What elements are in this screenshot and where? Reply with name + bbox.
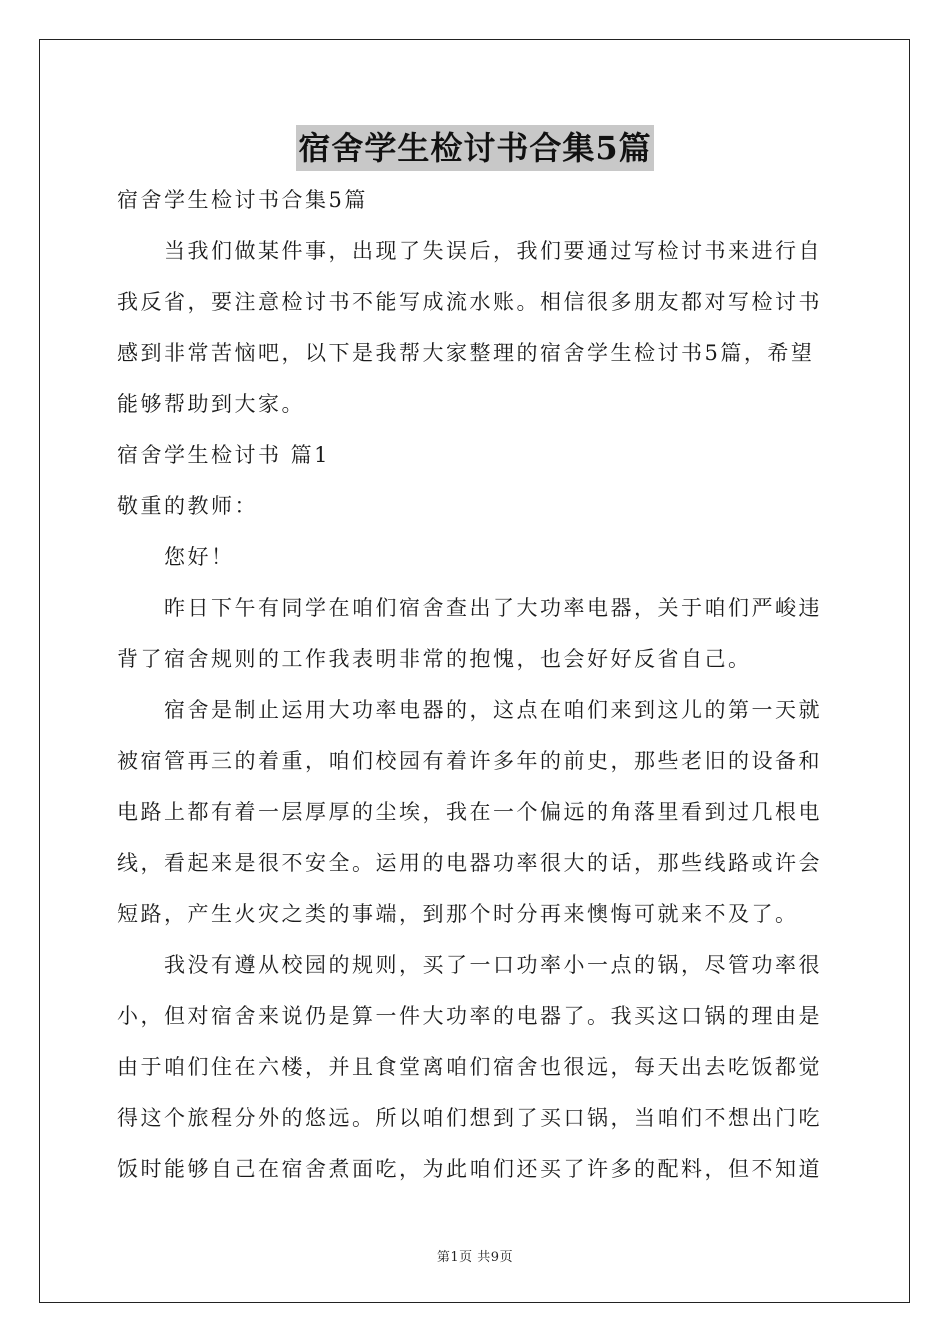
page-number-footer: 第1页 共9页: [436, 1250, 514, 1265]
paragraph-line: 线，看起来是很不安全。运用的电器功率很大的话，那些线路或许会: [117, 851, 822, 875]
paragraph-line: 被宿管再三的着重，咱们校园有着许多年的前史，那些老旧的设备和: [117, 749, 822, 773]
paragraph-line: 我没有遵从校园的规则，买了一口功率小一点的锅，尽管功率很: [164, 953, 822, 977]
section-heading: 宿舍学生检讨书 篇1: [117, 443, 331, 467]
document-body: [117, 177, 835, 1197]
document-title: 宿舍学生检讨书合集5篇: [296, 125, 653, 171]
paragraph-line: 短路，产生火灾之类的事端，到那个时分再来懊悔可就来不及了。: [117, 902, 799, 926]
paragraph-line: 小，但对宿舍来说仍是算一件大功率的电器了。我买这口锅的理由是: [117, 1004, 822, 1028]
paragraph-line: 背了宿舍规则的工作我表明非常的抱愧，也会好好反省自己。: [117, 647, 752, 671]
salutation: 敬重的教师：: [117, 494, 258, 518]
paragraph-line: 当我们做某件事，出现了失误后，我们要通过写检讨书来进行自: [164, 239, 822, 263]
paragraph-line: 我反省，要注意检讨书不能写成流水账。相信很多朋友都对写检讨书: [117, 290, 822, 314]
paragraph-line: 得这个旅程分外的悠远。所以咱们想到了买口锅，当咱们不想出门吃: [117, 1106, 822, 1130]
paragraph-line: 宿舍是制止运用大功率电器的，这点在咱们来到这儿的第一天就: [164, 698, 822, 722]
greeting: 您好！: [164, 545, 235, 569]
paragraph-line: 昨日下午有同学在咱们宿舍查出了大功率电器，关于咱们严峻违: [164, 596, 822, 620]
paragraph-line: 由于咱们住在六楼，并且食堂离咱们宿舍也很远，每天出去吃饭都觉: [117, 1055, 822, 1079]
paragraph-line: 能够帮助到大家。: [117, 392, 305, 416]
paragraph-line: 饭时能够自己在宿舍煮面吃，为此咱们还买了许多的配料，但不知道: [117, 1157, 822, 1181]
paragraph-line: 电路上都有着一层厚厚的尘埃，我在一个偏远的角落里看到过几根电: [117, 800, 822, 824]
title-wrap: [0, 125, 950, 171]
paragraph-line: 感到非常苦恼吧，以下是我帮大家整理的宿舍学生检讨书5篇，希望: [117, 341, 815, 365]
subtitle-line: 宿舍学生检讨书合集5篇: [117, 188, 368, 212]
